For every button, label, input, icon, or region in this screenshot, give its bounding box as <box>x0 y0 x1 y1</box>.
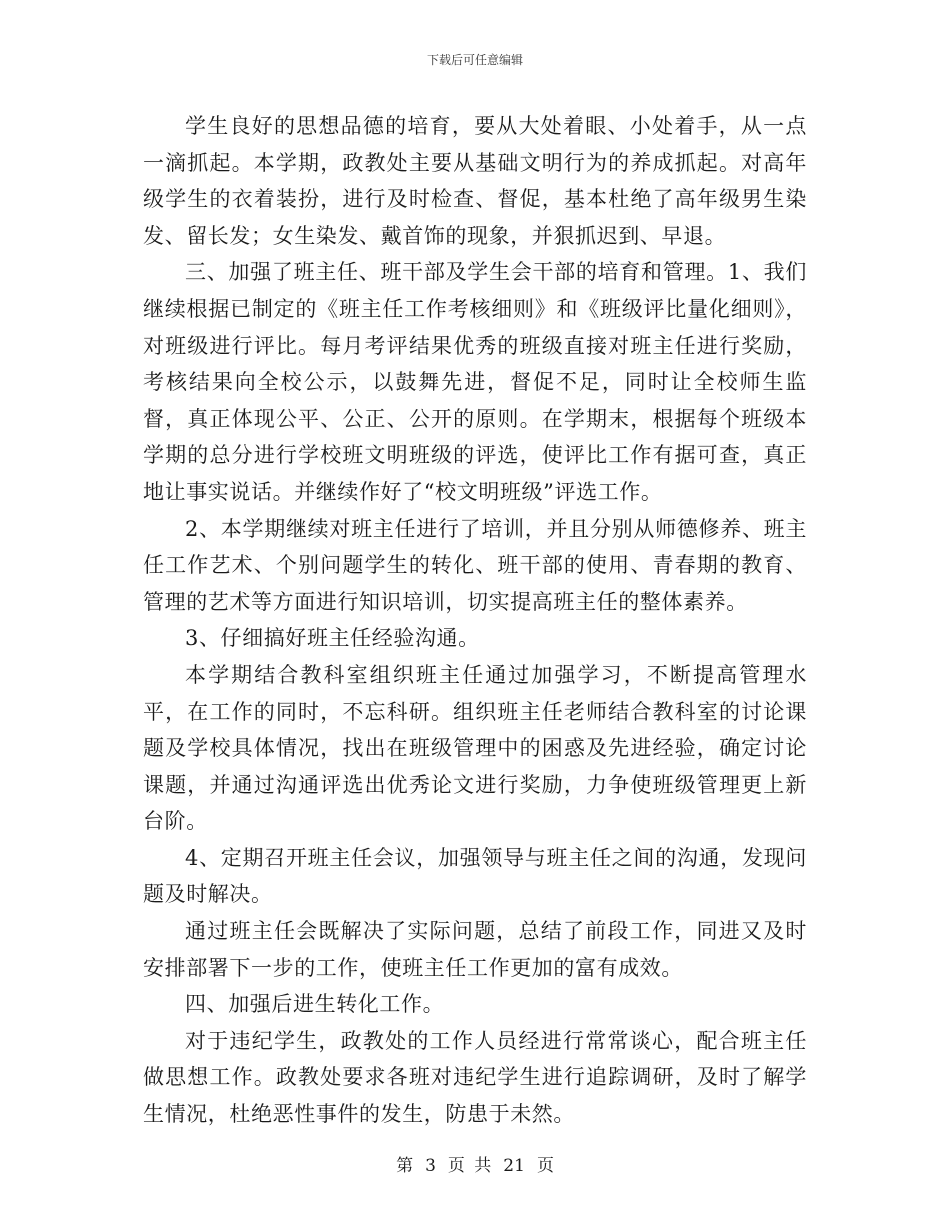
page-word: 页 <box>447 1156 465 1176</box>
total-word: 共 <box>474 1156 492 1176</box>
page-number: 3 <box>425 1156 436 1176</box>
paragraph: 4、定期召开班主任会议，加强领导与班主任之间的沟通，发现问题及时解决。 <box>143 845 807 907</box>
header-text: 下载后可任意编辑 <box>426 53 523 67</box>
page-footer <box>0 1155 950 1177</box>
paragraph: 学生良好的思想品德的培育，要从大处着眼、小处着手，从一点一滴抓起。本学期，政教处主要从基础文明行为的养成抓起。对高年级学生的衣着装扮，进行及时检查、督促，基本杜绝了高年级男生染发、留长发；女生染发、戴首饰的现象，并狠抓迟到、早退。 <box>143 114 807 248</box>
paragraph: 通过班主任会既解决了实际问题，总结了前段工作，同进又及时安排部署下一步的工作，使班主任工作更加的富有成效。 <box>143 919 807 980</box>
paragraph: 2、本学期继续对班主任进行了培训，并且分别从师德修养、班主任工作艺术、个别问题学生的转化、班干部的使用、青春期的教育、管理的艺术等方面进行知识培训，切实提高班主任的整体素养。 <box>143 516 807 614</box>
document-body <box>143 108 807 1133</box>
paragraph: 对于违纪学生，政教处的工作人员经进行常常谈心，配合班主任做思想工作。政教处要求各班对违纪学生进行追踪调研，及时了解学生情况，杜绝恶性事件的发生，防患于未然。 <box>143 1028 807 1127</box>
page-suffix: 页 <box>536 1156 554 1176</box>
page-header <box>0 52 950 68</box>
total-pages: 21 <box>503 1156 525 1176</box>
paragraph: 三、加强了班主任、班干部及学生会干部的培育和管理。1、我们继续根据已制定的《班主任工作考核细则》和《班级评比量化细则》，对班级进行评比。每月考评结果优秀的班级直接对班主任进行奖励，考核结果向全校公示，以鼓舞先进，督促不足，同时让全校师生监督，真正体现公平、公正、公开的原则。在学期末，根据每个班级本学期的总分进行学校班文明班级的评选，使评比工作有据可查，真正地让事实说话。并继续作好了“校文明班级”评选工作。 <box>143 260 807 504</box>
paragraph: 3、仔细搞好班主任经验沟通。 <box>185 626 480 651</box>
paragraph: 四、加强后进生转化工作。 <box>185 992 445 1017</box>
paragraph: 本学期结合教科室组织班主任通过加强学习，不断提高管理水平，在工作的同时，不忘科研。组织班主任老师结合教科室的讨论课题及学校具体情况，找出在班级管理中的困惑及先进经验，确定讨论课题，并通过沟通评选出优秀论文进行奖励，力争使班级管理更上新台阶。 <box>143 662 807 834</box>
page-prefix: 第 <box>396 1156 414 1176</box>
